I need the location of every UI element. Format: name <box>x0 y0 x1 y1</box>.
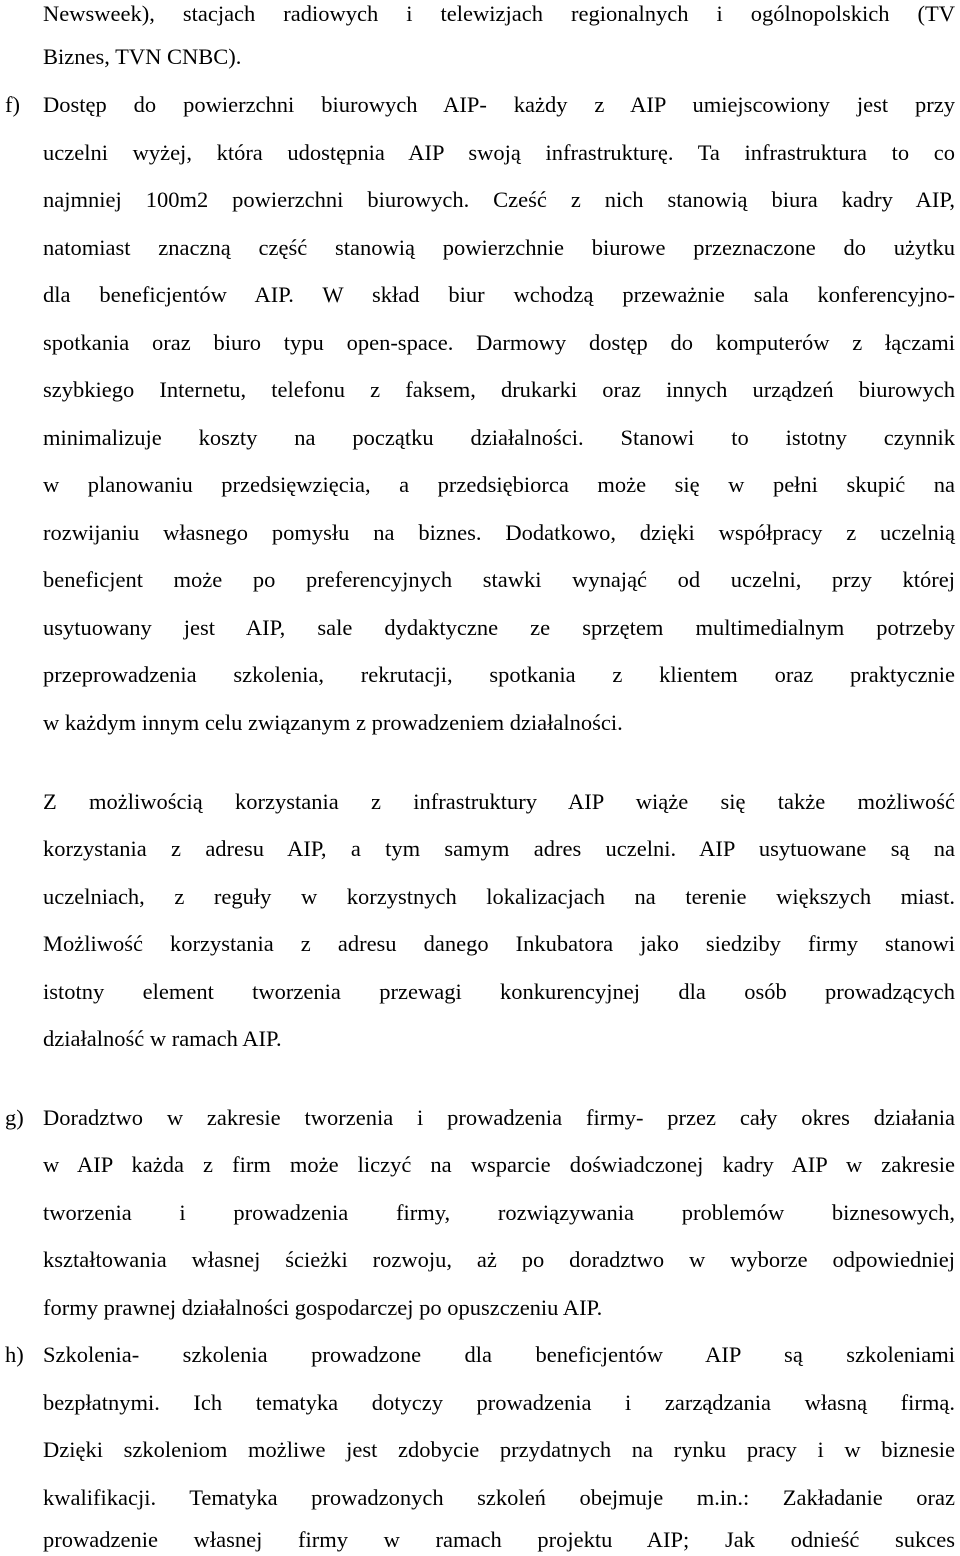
text-line: działalność w ramach AIP. <box>43 1026 282 1051</box>
text-line: w każdym innym celu związanym z prowadzeniem działalności. <box>43 710 623 735</box>
text-line: Szkolenia- szkolenia prowadzone dla beneficjentów AIP są szkoleniami <box>43 1342 955 1367</box>
text-line: uczelniach, z reguły w korzystnych lokalizacjach na terenie większych miast. <box>43 884 955 909</box>
list-label-g: g) <box>5 1105 24 1130</box>
text-line: usytuowany jest AIP, sale dydaktyczne ze sprzętem multimedialnym potrzeby <box>43 615 955 640</box>
text-line: istotny element tworzenia przewagi konkurencyjnej dla osób prowadzących <box>43 979 955 1004</box>
text-line: w planowaniu przedsięwzięcia, a przedsiębiorca może się w pełni skupić na <box>43 472 955 497</box>
text-line: formy prawnej działalności gospodarczej po opuszczeniu AIP. <box>43 1295 603 1320</box>
list-label-f: f) <box>5 92 20 117</box>
text-line: minimalizuje koszty na początku działalności. Stanowi to istotny czynnik <box>43 425 955 450</box>
text-line: spotkania oraz biuro typu open-space. Darmowy dostęp do komputerów z łączami <box>43 330 955 355</box>
text-line: natomiast znaczną część stanowią powierzchnie biurowe przeznaczone do użytku <box>43 235 955 260</box>
text-line: kształtowania własnej ścieżki rozwoju, aż po doradztwo w wyborze odpowiedniej <box>43 1247 955 1272</box>
text-line: Możliwość korzystania z adresu danego Inkubatora jako siedziby firmy stanowi <box>43 931 955 956</box>
text-line: rozwijaniu własnego pomysłu na biznes. Dodatkowo, dzięki współpracy z uczelnią <box>43 520 955 545</box>
text-line: kwalifikacji. Tematyka prowadzonych szkoleń obejmuje m.in.: Zakładanie oraz <box>43 1485 955 1510</box>
text-line: Newsweek), stacjach radiowych i telewizjach regionalnych i ogólnopolskich (TV <box>43 1 955 26</box>
text-line: najmniej 100m2 powierzchni biurowych. Cześć z nich stanowią biura kadry AIP, <box>43 187 955 212</box>
list-label-h: h) <box>5 1342 24 1367</box>
text-line: Z możliwością korzystania z infrastruktury AIP wiąże się także możliwość <box>43 789 955 814</box>
text-line: szybkiego Internetu, telefonu z faksem, drukarki oraz innych urządzeń biurowych <box>43 377 955 402</box>
text-line: Dzięki szkoleniom możliwe jest zdobycie przydatnych na rynku pracy i w biznesie <box>43 1437 955 1462</box>
text-line: uczelni wyżej, która udostępnia AIP swoją infrastrukturę. Ta infrastruktura to co <box>43 140 955 165</box>
text-line: bezpłatnymi. Ich tematyka dotyczy prowadzenia i zarządzania własną firmą. <box>43 1390 955 1415</box>
text-line: dla beneficjentów AIP. W skład biur wchodzą przeważnie sala konferencyjno- <box>43 282 955 307</box>
text-line: Dostęp do powierzchni biurowych AIP- każdy z AIP umiejscowiony jest przy <box>43 92 955 117</box>
text-line: w AIP każda z firm może liczyć na wsparcie doświadczonej kadry AIP w zakresie <box>43 1152 955 1177</box>
text-line: Doradztwo w zakresie tworzenia i prowadzenia firmy- przez cały okres działania <box>43 1105 955 1130</box>
text-line: przeprowadzenia szkolenia, rekrutacji, spotkania z klientem oraz praktycznie <box>43 662 955 687</box>
text-line: tworzenia i prowadzenia firmy, rozwiązywania problemów biznesowych, <box>43 1200 955 1225</box>
text-line: Biznes, TVN CNBC). <box>43 44 242 69</box>
text-line: prowadzenie własnej firmy w ramach projektu AIP; Jak odnieść sukces <box>43 1527 955 1552</box>
text-line: beneficjent może po preferencyjnych stawki wynająć od uczelni, przy której <box>43 567 955 592</box>
text-line: korzystania z adresu AIP, a tym samym adres uczelni. AIP usytuowane są na <box>43 836 955 861</box>
